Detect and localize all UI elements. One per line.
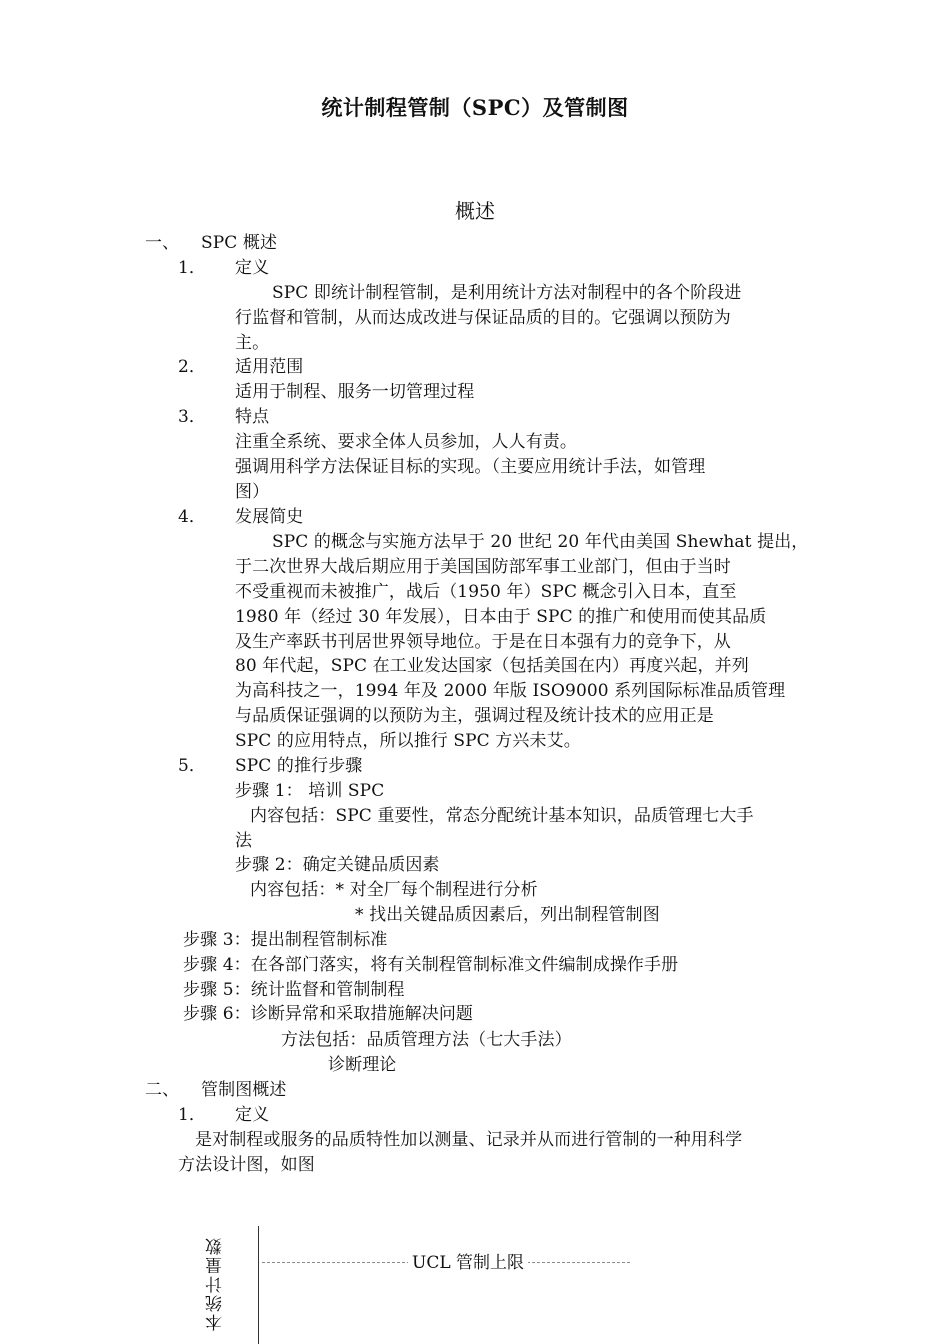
ucl-label: UCL 管制上限: [408, 1251, 528, 1275]
paragraph-line: SPC 的概念与实施方法早于 20 世纪 20 年代由美国 Shewhat 提出，: [272, 532, 809, 552]
item-heading: 定义: [235, 1105, 270, 1125]
step-1: 步骤 1： 培训 SPC: [235, 781, 385, 801]
item-heading: 发展简史: [235, 507, 304, 527]
step-4: 步骤 4：在各部门落实，将有关制程管制标准文件编制成操作手册: [183, 955, 679, 975]
paragraph-line: 1980 年（经过 30 年发展），日本由于 SPC 的推广和使用而使其品质: [235, 607, 767, 627]
item-number: 3．: [178, 407, 207, 427]
paragraph-line: 行监督和管制，从而达成改进与保证品质的目的。它强调以预防为: [235, 308, 731, 328]
item-number: 5．: [178, 756, 207, 776]
step-6: 步骤 6：诊断异常和采取措施解决问题: [183, 1004, 474, 1024]
item-heading: 特点: [235, 407, 270, 427]
item-number: 2．: [178, 357, 207, 377]
step-6-method-cont: 诊断理论: [328, 1055, 397, 1075]
step-5: 步骤 5：统计监督和管制制程: [183, 980, 405, 1000]
paragraph-line: 强调用科学方法保证目标的实现。（主要应用统计手法，如管理: [235, 457, 706, 477]
paragraph-line: SPC 即统计制程管制，是利用统计方法对制程中的各个阶段进: [272, 283, 742, 303]
step-6-method: 方法包括：品质管理方法（七大手法）: [281, 1030, 572, 1050]
paragraph-line: 80 年代起，SPC 在工业发达国家（包括美国在内）再度兴起，并列: [235, 656, 749, 676]
section1-number: 一、: [145, 233, 180, 253]
section2-number: 二、: [145, 1080, 180, 1100]
paragraph-line: 及生产率跃书刊居世界领导地位。于是在日本强有力的竞争下，从: [235, 632, 731, 652]
paragraph-line: SPC 的应用特点，所以推行 SPC 方兴未艾。: [235, 731, 581, 751]
item-heading: SPC 的推行步骤: [235, 756, 363, 776]
step-2: 步骤 2：确定关键品质因素: [235, 855, 440, 875]
paragraph-line: 不受重视而未被推广，战后（1950 年）SPC 概念引入日本，直至: [235, 582, 737, 602]
step-1-content: 内容包括：SPC 重要性，常态分配统计基本知识，品质管理七大手: [250, 806, 754, 826]
paragraph-line: 适用于制程、服务一切管理过程: [235, 382, 475, 402]
item-heading: 定义: [235, 258, 270, 278]
paragraph-line: 是对制程或服务的品质特性加以测量、记录并从而进行管制的一种用科学: [195, 1130, 743, 1150]
step-3: 步骤 3：提出制程管制标准: [183, 930, 388, 950]
paragraph-line: 与品质保证强调的以预防为主，强调过程及统计技术的应用正是: [235, 706, 714, 726]
paragraph-line: 方法设计图，如图: [178, 1155, 315, 1175]
item-number: 1．: [178, 1105, 207, 1125]
step-1-content-cont: 法: [235, 831, 253, 851]
chart-y-axis: [258, 1226, 259, 1344]
step-2-content: 内容包括：* 对全厂每个制程进行分析: [250, 880, 538, 900]
paragraph-line: 注重全系统、要求全体人员参加，人人有责。: [235, 432, 577, 452]
step-2-content-cont: * 找出关键品质因素后，列出制程管制图: [355, 905, 660, 925]
item-number: 1．: [178, 258, 207, 278]
paragraph-line: 于二次世界大战后期应用于美国国防部军事工业部门，但由于当时: [235, 557, 731, 577]
paragraph-line: 图）: [235, 482, 270, 502]
chart-y-axis-label: 本统计量数: [206, 1236, 226, 1331]
item-heading: 适用范围: [235, 357, 304, 377]
section2-heading: 管制图概述: [201, 1080, 287, 1100]
document-title: 统计制程管制（SPC）及管制图: [321, 95, 629, 120]
item-number: 4．: [178, 507, 207, 527]
paragraph-line: 主。: [235, 333, 270, 353]
section1-heading: SPC 概述: [201, 233, 278, 253]
paragraph-line: 为高科技之一，1994 年及 2000 年版 ISO9000 系列国际标准品质管理: [235, 681, 786, 701]
document-subtitle: 概述: [455, 199, 495, 223]
